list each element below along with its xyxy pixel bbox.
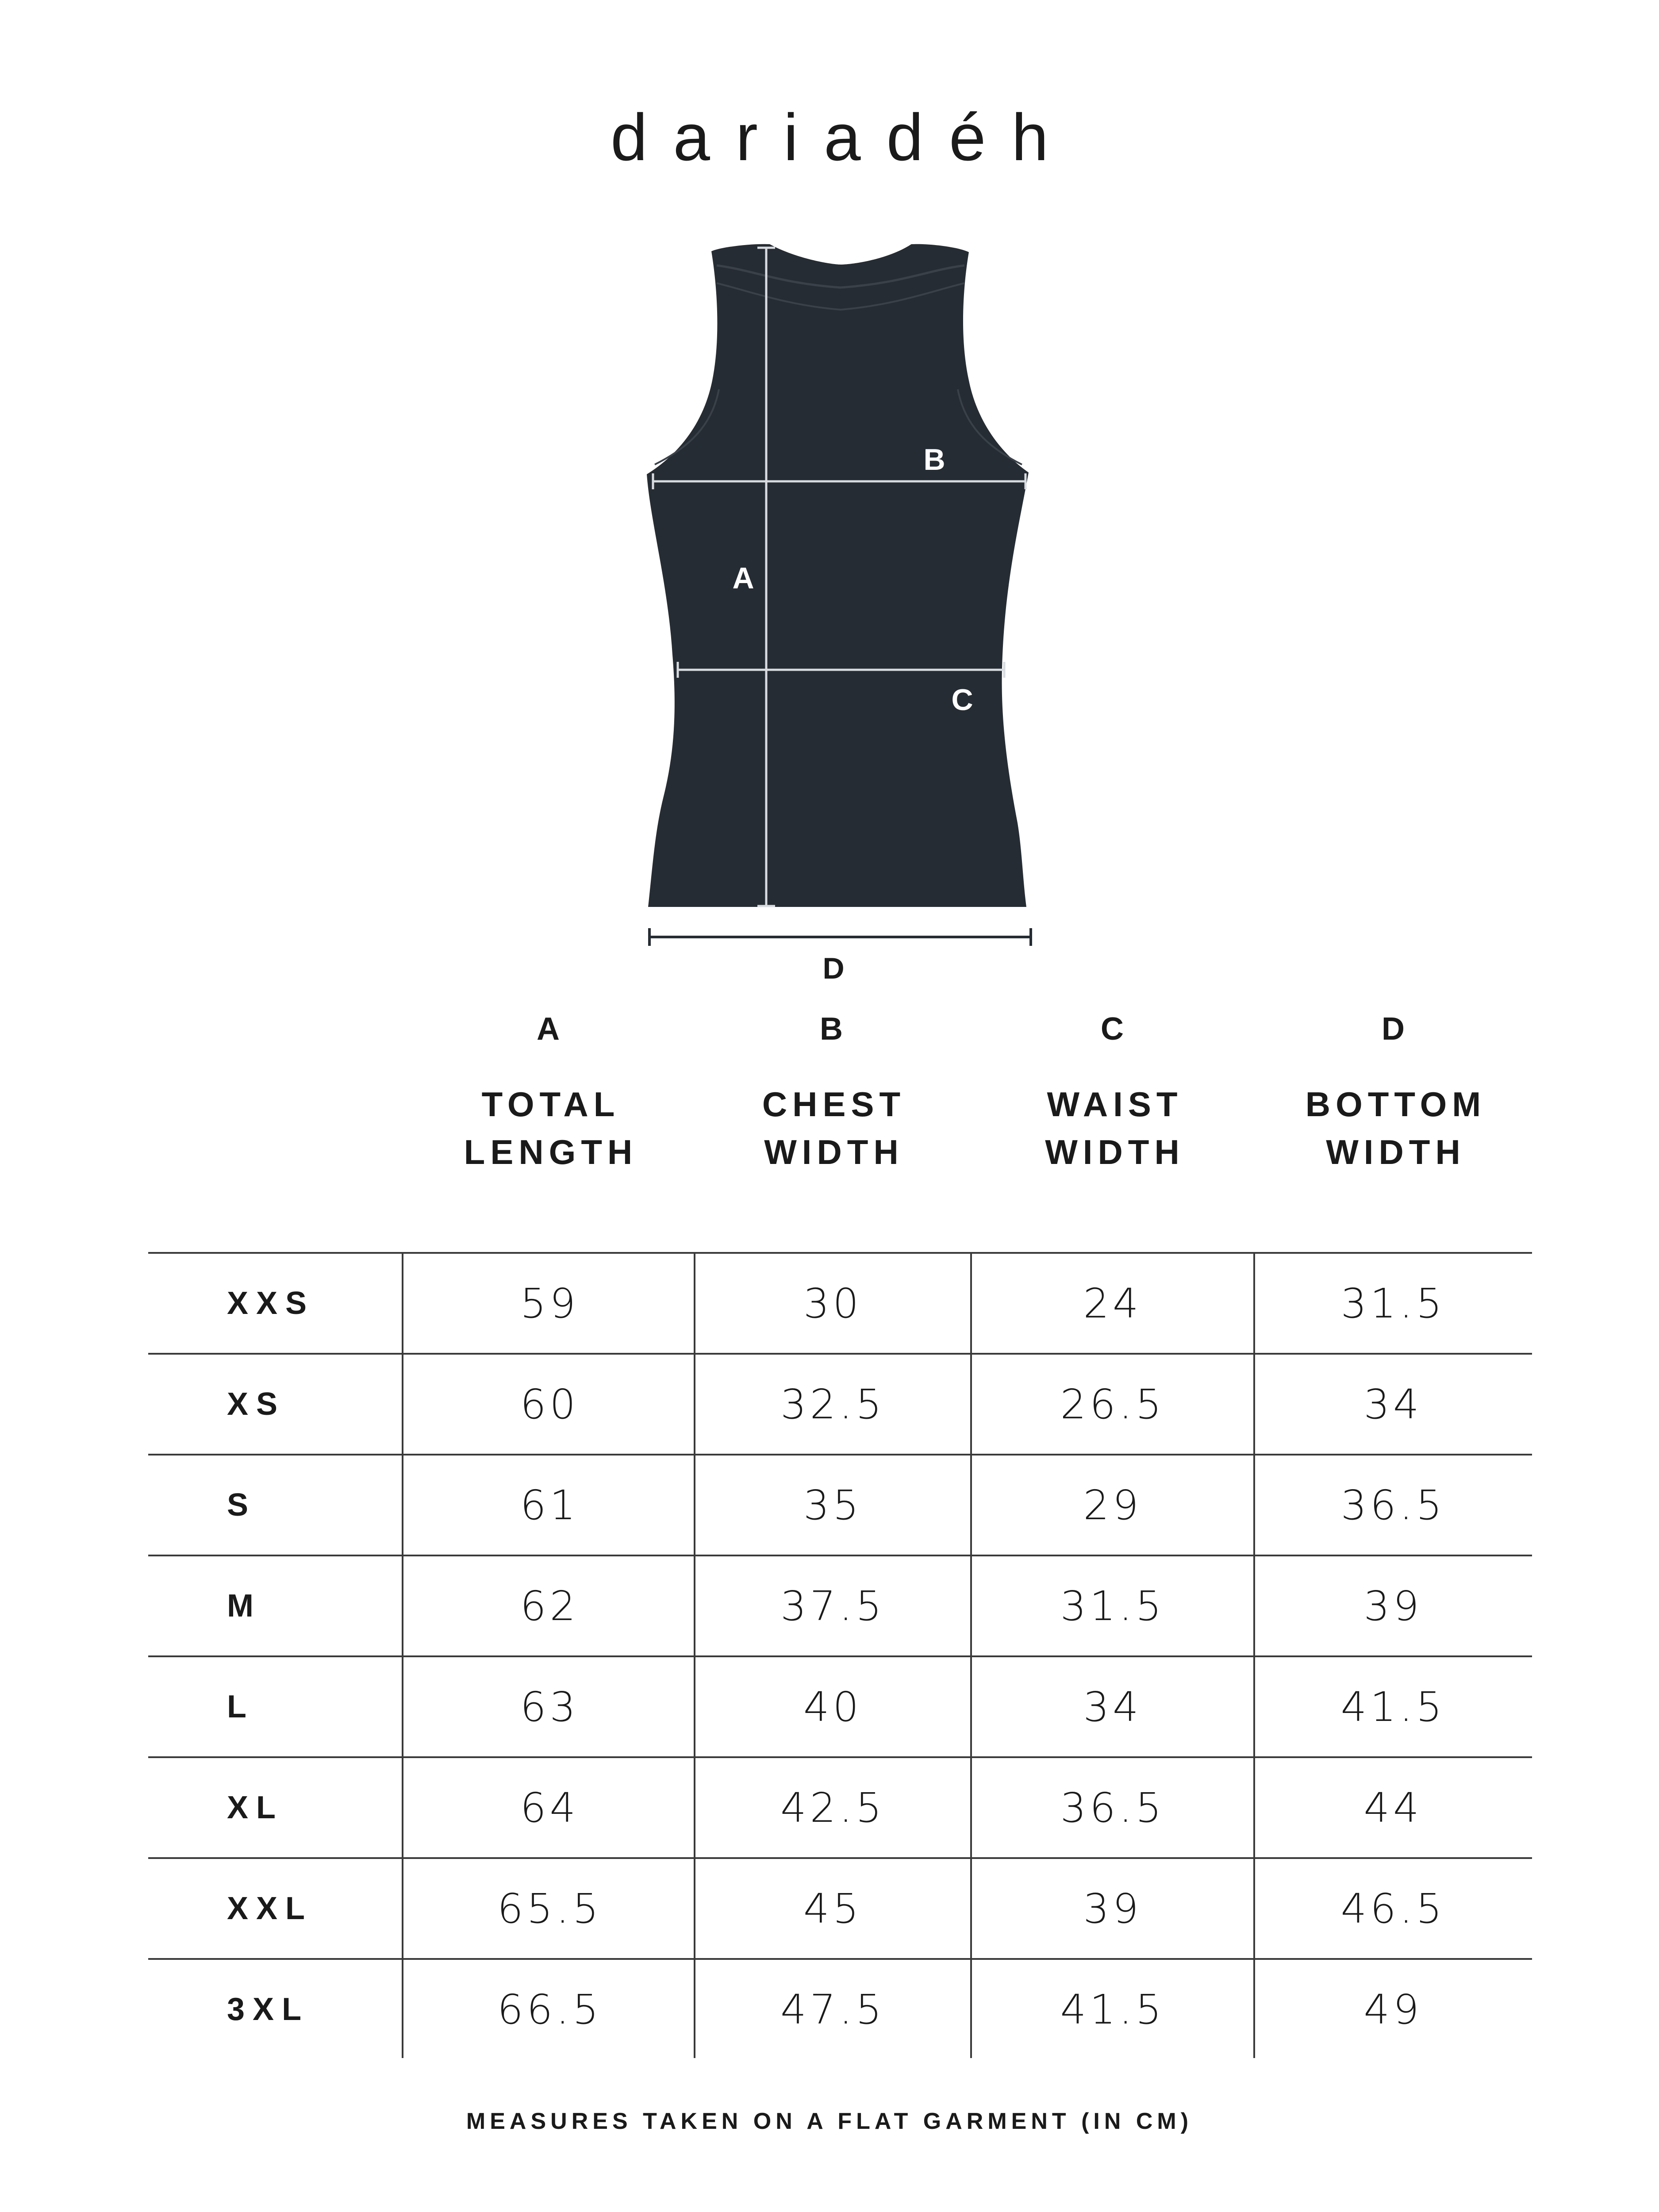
value-total-length: 65.5 (497, 1885, 602, 1932)
table-divider (1253, 1252, 1255, 2058)
column-name: WAIST WIDTH (1045, 1085, 1185, 1171)
value-chest-width: 37.5 (780, 1582, 885, 1630)
value-bottom-width: 36.5 (1340, 1481, 1446, 1529)
value-chest-width: 30 (803, 1279, 863, 1327)
value-waist-width: 31.5 (1060, 1582, 1165, 1630)
label-c: C (951, 683, 973, 717)
table-divider (970, 1252, 972, 2058)
column-header-d (1254, 1013, 1537, 1176)
tank-top-illustration (647, 244, 1029, 907)
table-row (148, 1353, 1532, 1454)
value-chest-width: 47.5 (780, 1985, 885, 2033)
column-letter: B (820, 1011, 848, 1047)
table-row (148, 1958, 1532, 2059)
column-letter: C (1101, 1011, 1129, 1047)
value-waist-width: 39 (1083, 1885, 1142, 1932)
value-waist-width: 34 (1083, 1683, 1142, 1731)
garment-diagram (0, 0, 1659, 995)
label-d: D (822, 952, 845, 985)
value-bottom-width: 44 (1363, 1784, 1423, 1832)
column-header-a (409, 1013, 692, 1176)
value-bottom-width: 31.5 (1340, 1279, 1446, 1327)
size-label: M (227, 1588, 261, 1624)
table-row (148, 1454, 1532, 1555)
value-chest-width: 32.5 (780, 1380, 885, 1428)
value-total-length: 62 (520, 1582, 580, 1630)
size-label: 3XL (227, 1992, 310, 2027)
size-label: XS (227, 1386, 286, 1422)
column-name: CHEST WIDTH (762, 1085, 906, 1171)
size-label: XXL (227, 1891, 313, 1926)
value-waist-width: 29 (1083, 1481, 1142, 1529)
table-row (148, 1857, 1532, 1958)
value-bottom-width: 46.5 (1340, 1885, 1446, 1932)
table-divider (694, 1252, 695, 2058)
column-header-b (692, 1013, 975, 1176)
size-label: XL (227, 1790, 284, 1825)
value-total-length: 60 (520, 1380, 580, 1428)
table-row (148, 1252, 1532, 1353)
value-waist-width: 26.5 (1060, 1380, 1165, 1428)
measurement-note: MEASURES TAKEN ON A FLAT GARMENT (IN CM) (466, 2108, 1193, 2134)
value-waist-width: 36.5 (1060, 1784, 1165, 1832)
size-label: L (227, 1689, 254, 1724)
value-chest-width: 35 (803, 1481, 863, 1529)
value-chest-width: 42.5 (780, 1784, 885, 1832)
value-total-length: 59 (520, 1279, 580, 1327)
value-bottom-width: 34 (1363, 1380, 1423, 1428)
size-table (148, 1252, 1532, 2059)
column-letter: A (537, 1011, 565, 1047)
value-chest-width: 45 (803, 1885, 863, 1932)
label-b: B (923, 443, 945, 476)
table-row (148, 1555, 1532, 1655)
value-bottom-width: 39 (1363, 1582, 1423, 1630)
table-divider (402, 1252, 403, 2058)
column-name: BOTTOM WIDTH (1305, 1085, 1486, 1171)
label-a: A (732, 561, 754, 595)
size-label: S (227, 1487, 257, 1523)
table-row (148, 1655, 1532, 1756)
value-waist-width: 41.5 (1060, 1985, 1165, 2033)
value-chest-width: 40 (803, 1683, 863, 1731)
table-row (148, 1756, 1532, 1857)
value-bottom-width: 49 (1363, 1985, 1423, 2033)
value-waist-width: 24 (1083, 1279, 1142, 1327)
column-name: TOTAL LENGTH (464, 1085, 638, 1171)
value-bottom-width: 41.5 (1340, 1683, 1446, 1731)
brand-logo: dariadéh (611, 100, 1074, 174)
value-total-length: 61 (520, 1481, 580, 1529)
value-total-length: 66.5 (497, 1985, 602, 2033)
column-header-c (973, 1013, 1256, 1176)
size-label: XXS (227, 1286, 315, 1321)
value-total-length: 64 (520, 1784, 580, 1832)
value-total-length: 63 (520, 1683, 580, 1731)
column-letter: D (1382, 1011, 1410, 1047)
